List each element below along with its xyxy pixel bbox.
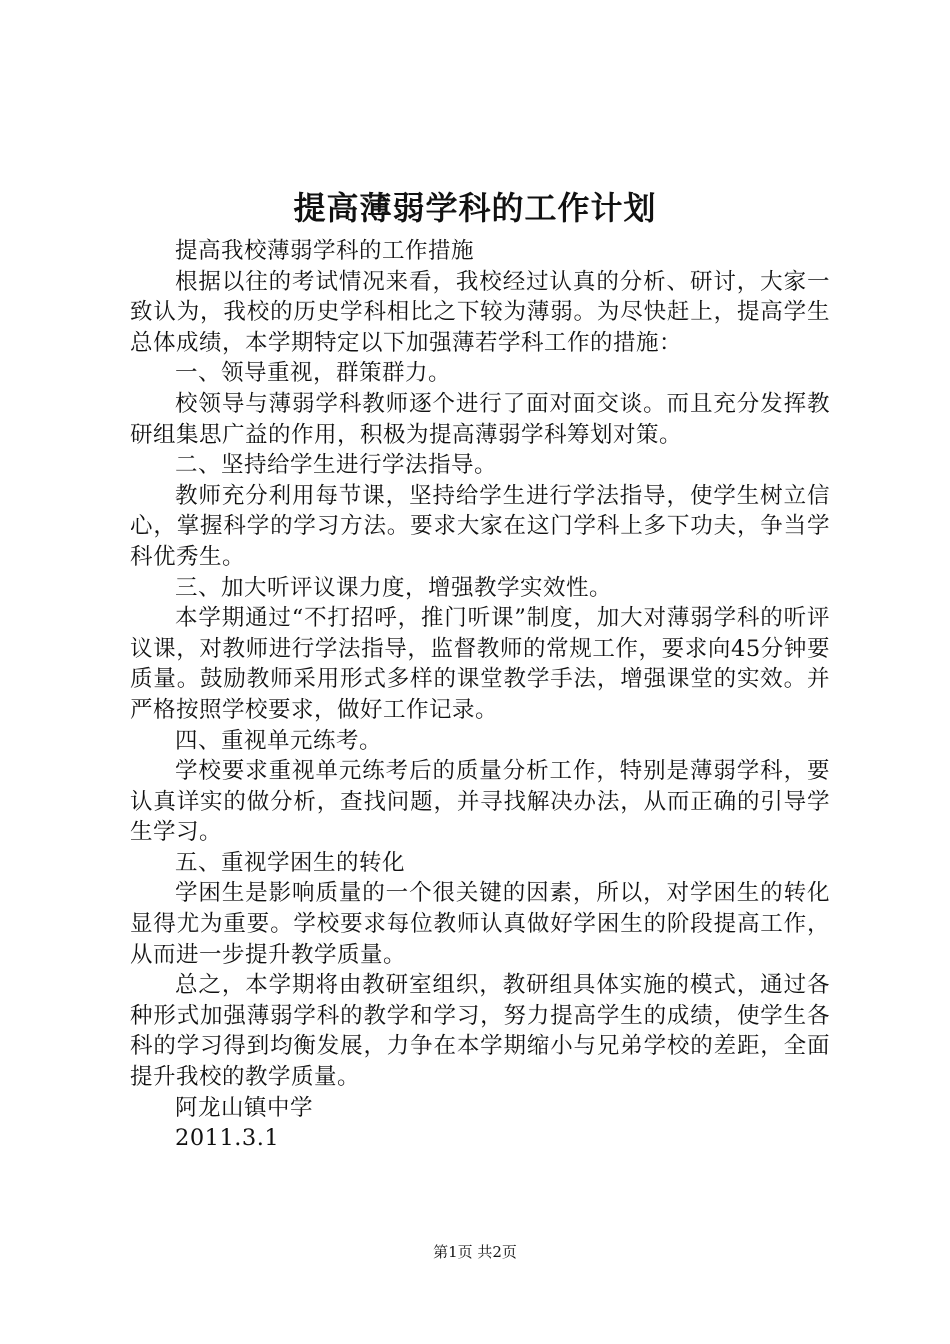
paragraph-section-4: 学校要求重视单元练考后的质量分析工作，特别是薄弱学科，要认真详实的做分析，查找问题，并寻找解决办法，从而正确的引导学生学习。 [130, 758, 830, 846]
section-heading-5: 五、重视学困生的转化 [175, 849, 406, 876]
document-title: 提高薄弱学科的工作计划 [293, 189, 657, 227]
document-body [130, 236, 830, 1154]
section-heading-4: 四、重视单元练考。 [175, 727, 383, 754]
paragraph-conclusion: 总之，本学期将由教研室组织，教研组具体实施的模式，通过各种形式加强薄弱学科的教学和学习，努力提高学生的成绩，使学生各科的学习得到均衡发展，力争在本学期缩小与兄弟学校的差距，全面提升我校的教学质量。 [130, 972, 830, 1091]
signature-school: 阿龙山镇中学 [175, 1094, 314, 1121]
signature-date: 2011.3.1 [175, 1125, 280, 1152]
paragraph-section-1: 校领导与薄弱学科教师逐个进行了面对面交谈。而且充分发挥教研组集思广益的作用，积极为提高薄弱学科筹划对策。 [130, 390, 830, 448]
section-heading-2: 二、坚持给学生进行学法指导。 [175, 452, 498, 479]
section-heading-3: 三、加大听评议课力度，增强教学实效性。 [175, 574, 613, 601]
paragraph-section-5: 学困生是影响质量的一个很关键的因素，所以，对学困生的转化显得尤为重要。学校要求每位教师认真做好学困生的阶段提高工作，从而进一步提升教学质量。 [130, 880, 830, 968]
page-footer: 第1页 共2页 [433, 1243, 517, 1261]
paragraph-section-3: 本学期通过“不打招呼，推门听课”制度，加大对薄弱学科的听评议课，对教师进行学法指导，监督教师的常规工作，要求向45分钟要质量。鼓励教师采用形式多样的课堂教学手法，增强课堂的实效。并严格按照学校要求，做好工作记录。 [130, 605, 830, 723]
paragraph-subtitle: 提高我校薄弱学科的工作措施 [175, 238, 475, 264]
section-heading-1: 一、领导重视，群策群力。 [175, 360, 452, 387]
paragraph-section-2: 教师充分利用每节课，坚持给学生进行学法指导，使学生树立信心，掌握科学的学习方法。要求大家在这门学科上多下功夫，争当学科优秀生。 [130, 482, 830, 570]
paragraph-intro: 根据以往的考试情况来看，我校经过认真的分析、研讨，大家一致认为，我校的历史学科相比之下较为薄弱。为尽快赶上，提高学生总体成绩，本学期特定以下加强薄若学科工作的措施： [130, 268, 830, 356]
